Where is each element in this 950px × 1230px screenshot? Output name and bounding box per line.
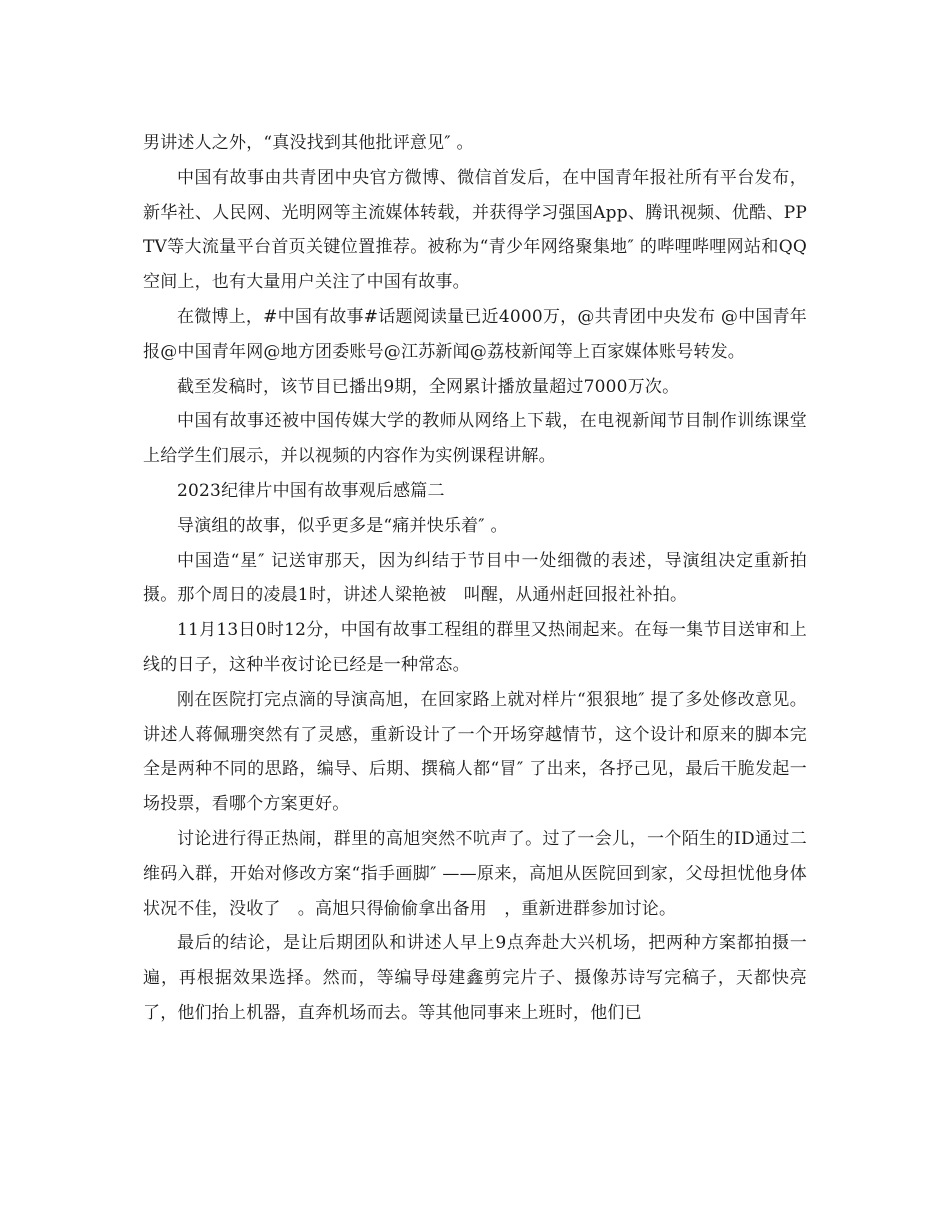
paragraph-discussion: 讨论进行得正热闹，群里的高旭突然不吭声了。过了一会儿，一个陌生的ID通过二维码入群，开始对修改方案“指手画脚″ ——原来，高旭从医院回到家，父母担忧他身体状况不佳，没收了 。高旭只得偷偷拿出备用 ，重新进群参加讨论。 — [143, 828, 807, 919]
paragraph-reshoot: 中国造“星″ 记送审那天，因为纠结于节目中一处细微的表述，导演组决定重新拍摄。那个周日的凌晨1时，讲述人梁艳被 叫醒，从通州赶回报社补拍。 — [143, 550, 807, 606]
document-body — [143, 126, 807, 1031]
paragraph-platforms: 中国有故事由共青团中央官方微博、微信首发后，在中国青年报社所有平台发布，新华社、人民网、光明网等主流媒体转载，并获得学习强国App、腾讯视频、优酷、PPTV等大流量平台首页关键位置推荐。被称为“青少年网络聚集地″ 的哔哩哔哩网站和QQ空间上，也有大量用户关注了中国有故事。 — [143, 167, 807, 293]
paragraph-continuation: 男讲述人之外，“真没找到其他批评意见″ 。 — [143, 133, 474, 153]
section-heading: 2023纪律片中国有故事观后感篇二 — [177, 480, 445, 501]
paragraph-conclusion: 最后的结论，是让后期团队和讲述人早上9点奔赴大兴机场，把两种方案都拍摄一遍，再根据效果选择。然而，等编导母建鑫剪完片子、摄像苏诗写完稿子，天都快亮了，他们抬上机器，直奔机场而去。等其他同事来上班时，他们已 — [143, 933, 807, 1023]
paragraph-midnight: 11月13日0时12分，中国有故事工程组的群里又热闹起来。在每一集节目送审和上线的日子，这种半夜讨论已经是一种常态。 — [143, 620, 807, 675]
paragraph-weibo: 在微博上，#中国有故事#话题阅读量已近4000万，@共青团中央发布 @中国青年报@中国青年网@地方团委账号@江苏新闻@荔枝新闻等上百家媒体账号转发。 — [143, 306, 807, 362]
paragraph-director-group: 导演组的故事，似乎更多是“痛并快乐着″ 。 — [177, 515, 508, 536]
paragraph-revisions: 刚在医院打完点滴的导演高旭，在回家路上就对样片“狠狠地″ 提了多处修改意见。讲述人蒋佩珊突然有了灵感，重新设计了一个开场穿越情节，这个设计和原来的脚本完全是两种不同的思路，编导、后期、撰稿人都“冒″ 了出来，各抒己见，最后干脆发起一场投票，看哪个方案更好。 — [143, 689, 807, 815]
paragraph-university: 中国有故事还被中国传媒大学的教师从网络上下载，在电视新闻节目制作训练课堂上给学生们展示，并以视频的内容作为实例课程讲解。 — [143, 411, 807, 467]
paragraph-views: 截至发稿时，该节目已播出9期，全网累计播放量超过7000万次。 — [177, 376, 680, 397]
